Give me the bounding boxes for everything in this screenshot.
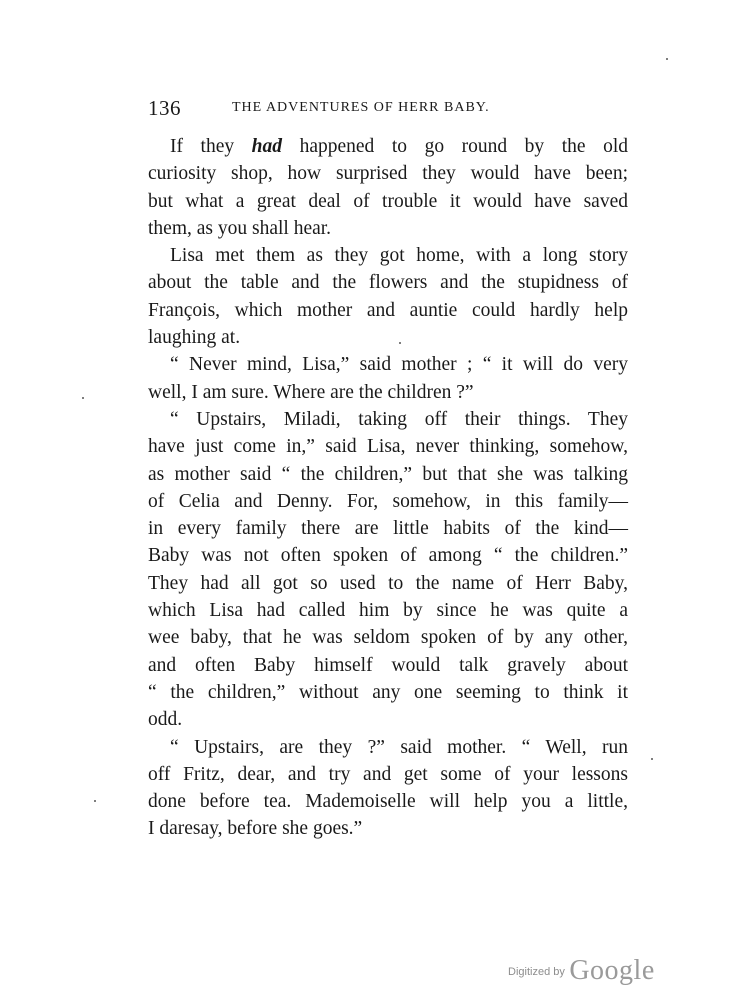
paragraph <box>148 133 628 242</box>
text-run: I daresay, before she goes.” <box>148 818 363 840</box>
text-line <box>148 488 628 515</box>
text-run: them, as you shall hear. <box>148 217 332 239</box>
text-run: curiosity shop, how surprised they would have been; <box>148 163 628 185</box>
text-run: If they <box>170 136 252 157</box>
text-line <box>148 542 628 569</box>
text-line <box>148 133 628 160</box>
body-text <box>148 133 628 843</box>
text-line <box>148 652 628 679</box>
digitized-watermark <box>508 955 655 987</box>
scan-speck <box>651 758 653 760</box>
text-line <box>148 515 628 542</box>
text-run: about the table and the flowers and the stupidness of <box>148 272 628 294</box>
text-run: Lisa met them as they got home, with a long story <box>170 245 628 267</box>
text-line <box>148 679 628 706</box>
paragraph <box>148 406 628 734</box>
text-line <box>148 351 628 378</box>
text-line <box>148 215 628 242</box>
text-run: have just come in,” said Lisa, never thinking, somehow, <box>148 436 628 458</box>
paragraph <box>148 242 628 351</box>
text-run: well, I am sure. Where are the children ?” <box>148 381 474 403</box>
running-title: THE ADVENTURES OF HERR BABY. <box>232 100 490 115</box>
text-run: “ the children,” without any one seeming to think it <box>148 681 628 703</box>
text-line <box>148 406 628 433</box>
text-run: off Fritz, dear, and try and get some of your lessons <box>148 763 628 785</box>
text-run: “ Never mind, Lisa,” said mother ; “ it will do very <box>170 354 628 376</box>
text-line <box>148 624 628 651</box>
text-line <box>148 160 628 187</box>
text-run: which Lisa had called him by since he was quite a <box>148 600 628 622</box>
text-line <box>148 597 628 624</box>
text-line <box>148 297 628 324</box>
page-header <box>148 96 628 120</box>
text-line <box>148 734 628 761</box>
text-run: of Celia and Denny. For, somehow, in this family— <box>148 490 628 512</box>
text-line <box>148 761 628 788</box>
text-line <box>148 242 628 269</box>
text-run: They had all got so used to the name of Herr Baby, <box>148 572 628 594</box>
text-line <box>148 188 628 215</box>
text-run: and often Baby himself would talk gravely about <box>148 654 628 676</box>
text-line <box>148 433 628 460</box>
text-run: happened to go round by the old <box>282 136 629 157</box>
scan-speck <box>399 342 401 344</box>
scan-speck <box>82 397 84 399</box>
google-logo: Google <box>569 955 655 986</box>
text-line <box>148 461 628 488</box>
text-run: but what a great deal of trouble it would have saved <box>148 190 628 212</box>
text-line <box>148 788 628 815</box>
text-run: in every family there are little habits of the kind— <box>148 518 628 540</box>
page-number: 136 <box>148 96 181 120</box>
scan-speck <box>666 58 668 60</box>
scan-speck <box>94 800 96 802</box>
text-run: as mother said “ the children,” but that she was talking <box>148 463 628 485</box>
paragraph <box>148 734 628 843</box>
text-line <box>148 324 628 351</box>
text-run: odd. <box>148 709 183 731</box>
text-line <box>148 815 628 842</box>
text-run: François, which mother and auntie could hardly help <box>148 299 628 321</box>
text-line <box>148 706 628 733</box>
text-run: “ Upstairs, Miladi, taking off their things. They <box>170 408 628 430</box>
text-run: wee baby, that he was seldom spoken of by any other, <box>148 627 628 649</box>
text-line <box>148 570 628 597</box>
text-run: “ Upstairs, are they ?” said mother. “ Well, run <box>170 736 628 758</box>
emphasized-word: had <box>251 136 283 157</box>
text-run: Baby was not often spoken of among “ the children.” <box>148 545 628 567</box>
text-line <box>148 269 628 296</box>
text-run: done before tea. Mademoiselle will help you a little, <box>148 791 628 813</box>
text-run: laughing at. <box>148 327 241 349</box>
paragraph <box>148 351 628 406</box>
text-line <box>148 379 628 406</box>
watermark-prefix: Digitized by <box>508 966 565 978</box>
